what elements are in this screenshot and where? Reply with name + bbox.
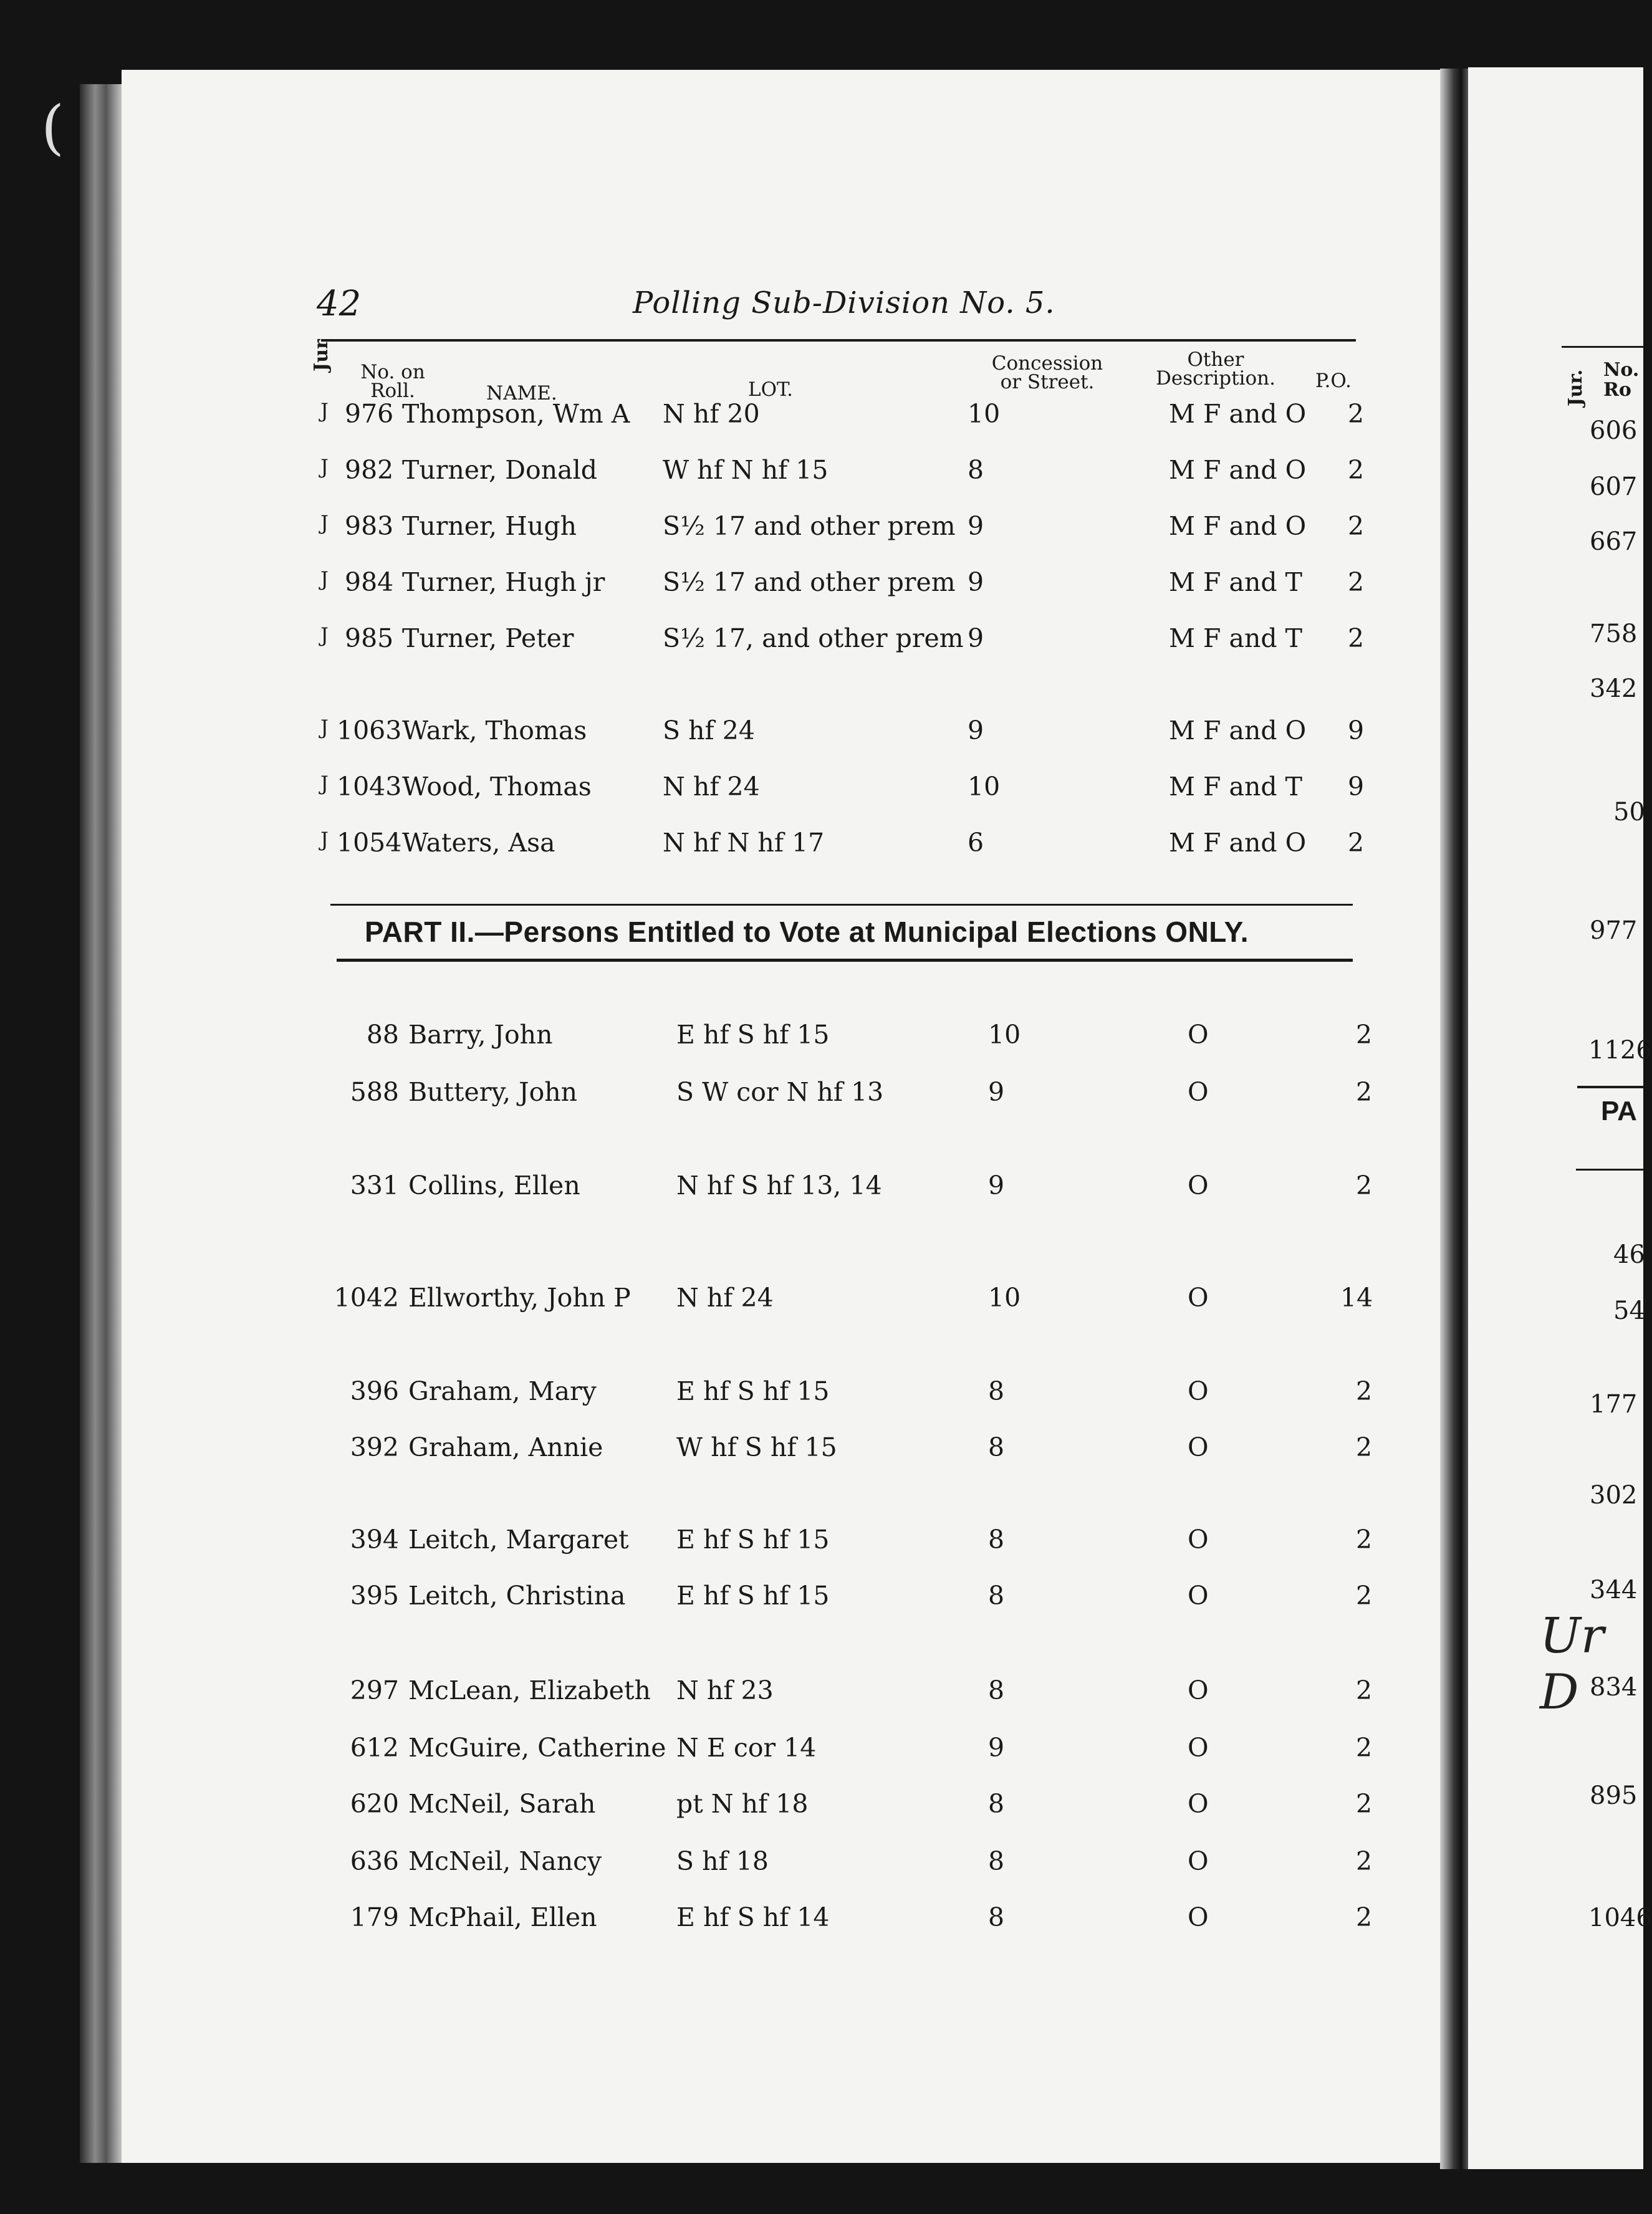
other-description: O	[1188, 1020, 1209, 1050]
voter-name: McNeil, Sarah	[408, 1789, 596, 1819]
other-description: M F and O	[1169, 399, 1307, 429]
roll-number: 985	[345, 623, 394, 653]
other-description: O	[1188, 1376, 1209, 1406]
post-office: 2	[1356, 1733, 1373, 1763]
post-office: 2	[1348, 567, 1365, 597]
post-office: 9	[1348, 772, 1365, 802]
facing-roll-number: 54	[1613, 1296, 1645, 1325]
voter-name: McPhail, Ellen	[408, 1902, 597, 1932]
voter-name: Wood, Thomas	[402, 772, 592, 802]
facing-jur-header: Jur.	[1565, 369, 1587, 406]
roll-number: 395	[350, 1581, 399, 1611]
voter-row	[0, 1432, 1434, 1464]
jurisdiction-mark: J	[320, 623, 329, 647]
page-title: Polling Sub-Division No. 5.	[633, 285, 1055, 320]
voter-name: McGuire, Catherine	[408, 1733, 666, 1763]
concession: 8	[988, 1675, 1005, 1705]
roll-number: 1063	[337, 716, 402, 745]
voter-row	[0, 1283, 1434, 1314]
voter-name: Waters, Asa	[402, 828, 555, 858]
voter-name: Turner, Hugh jr	[402, 567, 605, 597]
concession: 8	[968, 455, 984, 485]
concession: 9	[988, 1077, 1005, 1107]
voter-name: Turner, Hugh	[402, 511, 577, 541]
voter-row	[0, 1171, 1434, 1202]
facing-roll-number: 46	[1613, 1240, 1645, 1269]
facing-header-rule	[1562, 346, 1643, 348]
jurisdiction-mark: J	[320, 772, 329, 795]
other-description: O	[1188, 1789, 1209, 1819]
facing-roll-number: 667	[1590, 527, 1638, 556]
voter-row	[0, 511, 1434, 542]
concession: 9	[968, 623, 984, 653]
other-description: M F and T	[1169, 772, 1302, 802]
facing-part-rule-bottom	[1576, 1169, 1643, 1171]
post-office: 2	[1356, 1789, 1373, 1819]
jurisdiction-mark: J	[320, 455, 329, 479]
roll-number: 179	[350, 1902, 399, 1932]
roll-number: 636	[350, 1846, 399, 1876]
facing-roll-number: 758	[1590, 620, 1638, 648]
part2-heading: PART II.—Persons Entitled to Vote at Municipal Elections ONLY.	[365, 916, 1249, 948]
lot-description: E hf S hf 15	[676, 1376, 830, 1406]
facing-roll-number: 834	[1590, 1673, 1638, 1702]
concession: 9	[968, 511, 984, 541]
concession: 9	[988, 1733, 1005, 1763]
post-office: 2	[1356, 1525, 1373, 1555]
post-office: 2	[1356, 1077, 1373, 1107]
lot-description: W hf N hf 15	[663, 455, 828, 485]
lot-description: N hf 24	[663, 772, 760, 802]
concession: 8	[988, 1525, 1005, 1555]
roll-number: 394	[350, 1525, 399, 1555]
lot-description: S hf 24	[663, 716, 755, 745]
post-office: 2	[1356, 1020, 1373, 1050]
margin-mark: (	[41, 93, 65, 162]
voter-name: Leitch, Margaret	[408, 1525, 629, 1555]
other-description: M F and T	[1169, 623, 1302, 653]
roll-number: 392	[350, 1432, 399, 1462]
header-roll: No. on Roll.	[360, 361, 425, 402]
concession: 10	[988, 1020, 1021, 1050]
lot-description: E hf S hf 15	[676, 1525, 830, 1555]
concession: 8	[988, 1789, 1005, 1819]
lot-description: S W cor N hf 13	[676, 1077, 884, 1107]
other-description: O	[1188, 1525, 1209, 1555]
facing-roll-header: No. Ro	[1603, 359, 1640, 401]
voter-row	[0, 567, 1434, 598]
concession: 10	[968, 399, 1001, 429]
roll-number: 984	[345, 567, 394, 597]
other-description: O	[1188, 1675, 1209, 1705]
lot-description: S hf 18	[676, 1846, 769, 1876]
facing-roll-number: 50	[1613, 798, 1645, 827]
roll-number: 1054	[337, 828, 402, 858]
header-rule	[321, 339, 1356, 342]
roll-number: 983	[345, 511, 394, 541]
post-office: 2	[1356, 1581, 1373, 1611]
post-office: 14	[1340, 1283, 1373, 1313]
handwritten-annotation: Ur D	[1540, 1608, 1605, 1720]
post-office: 2	[1356, 1846, 1373, 1876]
concession: 10	[988, 1283, 1021, 1313]
jurisdiction-mark: J	[320, 716, 329, 739]
other-description: M F and O	[1169, 828, 1307, 858]
roll-number: 396	[350, 1376, 399, 1406]
facing-roll-number: 607	[1590, 472, 1638, 501]
header-concession: Concession or Street.	[991, 352, 1103, 393]
voter-row	[0, 1020, 1434, 1051]
facing-roll-number: 606	[1590, 416, 1638, 445]
lot-description: E hf S hf 14	[676, 1902, 830, 1932]
facing-roll-number: 342	[1590, 674, 1638, 703]
jurisdiction-mark: J	[320, 511, 329, 535]
other-description: O	[1188, 1077, 1209, 1107]
voter-row	[0, 772, 1434, 803]
facing-roll-number: 344	[1590, 1576, 1638, 1604]
concession: 8	[988, 1581, 1005, 1611]
other-description: O	[1188, 1283, 1209, 1313]
lot-description: N hf 24	[676, 1283, 774, 1313]
facing-roll-number: 1046	[1588, 1904, 1652, 1932]
other-description: M F and O	[1169, 716, 1307, 745]
facing-roll-number: 977	[1590, 916, 1638, 945]
post-office: 2	[1348, 455, 1365, 485]
facing-part-rule-top	[1577, 1086, 1643, 1088]
page-number: 42	[317, 284, 362, 324]
header-other-description: Other Description.	[1156, 348, 1275, 390]
voter-row	[0, 399, 1434, 430]
facing-roll-number: 895	[1590, 1781, 1638, 1810]
lot-description: pt N hf 18	[676, 1789, 809, 1819]
facing-roll-number: 302	[1590, 1481, 1638, 1510]
header-po: P.O.	[1315, 370, 1352, 392]
voter-name: Barry, John	[408, 1020, 553, 1050]
voter-name: Graham, Annie	[408, 1432, 603, 1462]
header-jur: Jur	[310, 339, 332, 371]
facing-roll-number: 177	[1590, 1390, 1638, 1419]
voter-row	[0, 1902, 1434, 1934]
voter-name: Collins, Ellen	[408, 1171, 580, 1200]
roll-number: 1042	[334, 1283, 399, 1313]
concession: 6	[968, 828, 984, 858]
page-gutter	[1440, 69, 1470, 2169]
lot-description: N E cor 14	[676, 1733, 817, 1763]
voter-row	[0, 1789, 1434, 1820]
other-description: O	[1188, 1902, 1209, 1932]
lot-description: S½ 17, and other prem	[663, 623, 964, 653]
voter-name: Turner, Donald	[402, 455, 597, 485]
voter-name: Wark, Thomas	[402, 716, 587, 745]
post-office: 9	[1348, 716, 1365, 745]
roll-number: 331	[350, 1171, 399, 1200]
post-office: 2	[1356, 1376, 1373, 1406]
voter-row	[0, 1581, 1434, 1612]
concession: 9	[968, 567, 984, 597]
concession: 8	[988, 1376, 1005, 1406]
jurisdiction-mark: J	[320, 567, 329, 591]
voter-name: McNeil, Nancy	[408, 1846, 602, 1876]
concession: 8	[988, 1846, 1005, 1876]
post-office: 2	[1348, 828, 1365, 858]
concession: 10	[968, 772, 1001, 802]
post-office: 2	[1356, 1902, 1373, 1932]
voter-row	[0, 828, 1434, 859]
roll-number: 88	[366, 1020, 399, 1050]
voter-name: Thompson, Wm A	[402, 399, 630, 429]
post-office: 2	[1356, 1432, 1373, 1462]
roll-number: 588	[350, 1077, 399, 1107]
concession: 8	[988, 1432, 1005, 1462]
facing-part-heading-fragment: PA	[1601, 1096, 1637, 1126]
post-office: 2	[1348, 399, 1365, 429]
other-description: O	[1188, 1581, 1209, 1611]
lot-description: S½ 17 and other prem	[663, 511, 956, 541]
lot-description: S½ 17 and other prem	[663, 567, 956, 597]
voter-name: Leitch, Christina	[408, 1581, 626, 1611]
roll-number: 297	[350, 1675, 399, 1705]
other-description: M F and O	[1169, 511, 1307, 541]
voter-name: Ellworthy, John P	[408, 1283, 631, 1313]
voter-row	[0, 1675, 1434, 1707]
other-description: O	[1188, 1171, 1209, 1200]
header-lot: LOT.	[748, 378, 793, 401]
roll-number: 976	[345, 399, 394, 429]
voter-row	[0, 623, 1434, 654]
lot-description: N hf 23	[676, 1675, 774, 1705]
post-office: 2	[1348, 511, 1365, 541]
jurisdiction-mark: J	[320, 828, 329, 851]
lot-description: N hf S hf 13, 14	[676, 1171, 882, 1200]
post-office: 2	[1356, 1171, 1373, 1200]
part2-bottom-rule	[337, 959, 1353, 962]
voter-row	[0, 716, 1434, 747]
concession: 9	[968, 716, 984, 745]
part2-top-rule	[330, 904, 1353, 906]
header-name: NAME.	[486, 382, 557, 405]
lot-description: N hf 20	[663, 399, 760, 429]
voter-row	[0, 1733, 1434, 1764]
voter-row	[0, 455, 1434, 486]
lot-description: E hf S hf 15	[676, 1020, 830, 1050]
voter-row	[0, 1846, 1434, 1877]
post-office: 2	[1356, 1675, 1373, 1705]
lot-description: N hf N hf 17	[663, 828, 825, 858]
roll-number: 620	[350, 1789, 399, 1819]
jurisdiction-mark: J	[320, 399, 329, 423]
other-description: M F and O	[1169, 455, 1307, 485]
voter-name: Turner, Peter	[402, 623, 574, 653]
lot-description: W hf S hf 15	[676, 1432, 837, 1462]
voter-name: Graham, Mary	[408, 1376, 597, 1406]
post-office: 2	[1348, 623, 1365, 653]
concession: 8	[988, 1902, 1005, 1932]
lot-description: E hf S hf 15	[676, 1581, 830, 1611]
voter-name: Buttery, John	[408, 1077, 578, 1107]
roll-number: 612	[350, 1733, 399, 1763]
voter-name: McLean, Elizabeth	[408, 1675, 651, 1705]
other-description: O	[1188, 1846, 1209, 1876]
roll-number: 982	[345, 455, 394, 485]
other-description: O	[1188, 1733, 1209, 1763]
voter-row	[0, 1376, 1434, 1407]
voter-row	[0, 1525, 1434, 1556]
concession: 9	[988, 1171, 1005, 1200]
other-description: M F and T	[1169, 567, 1302, 597]
voter-row	[0, 1077, 1434, 1108]
facing-roll-number: 1126	[1588, 1036, 1652, 1065]
roll-number: 1043	[337, 772, 402, 802]
other-description: O	[1188, 1432, 1209, 1462]
